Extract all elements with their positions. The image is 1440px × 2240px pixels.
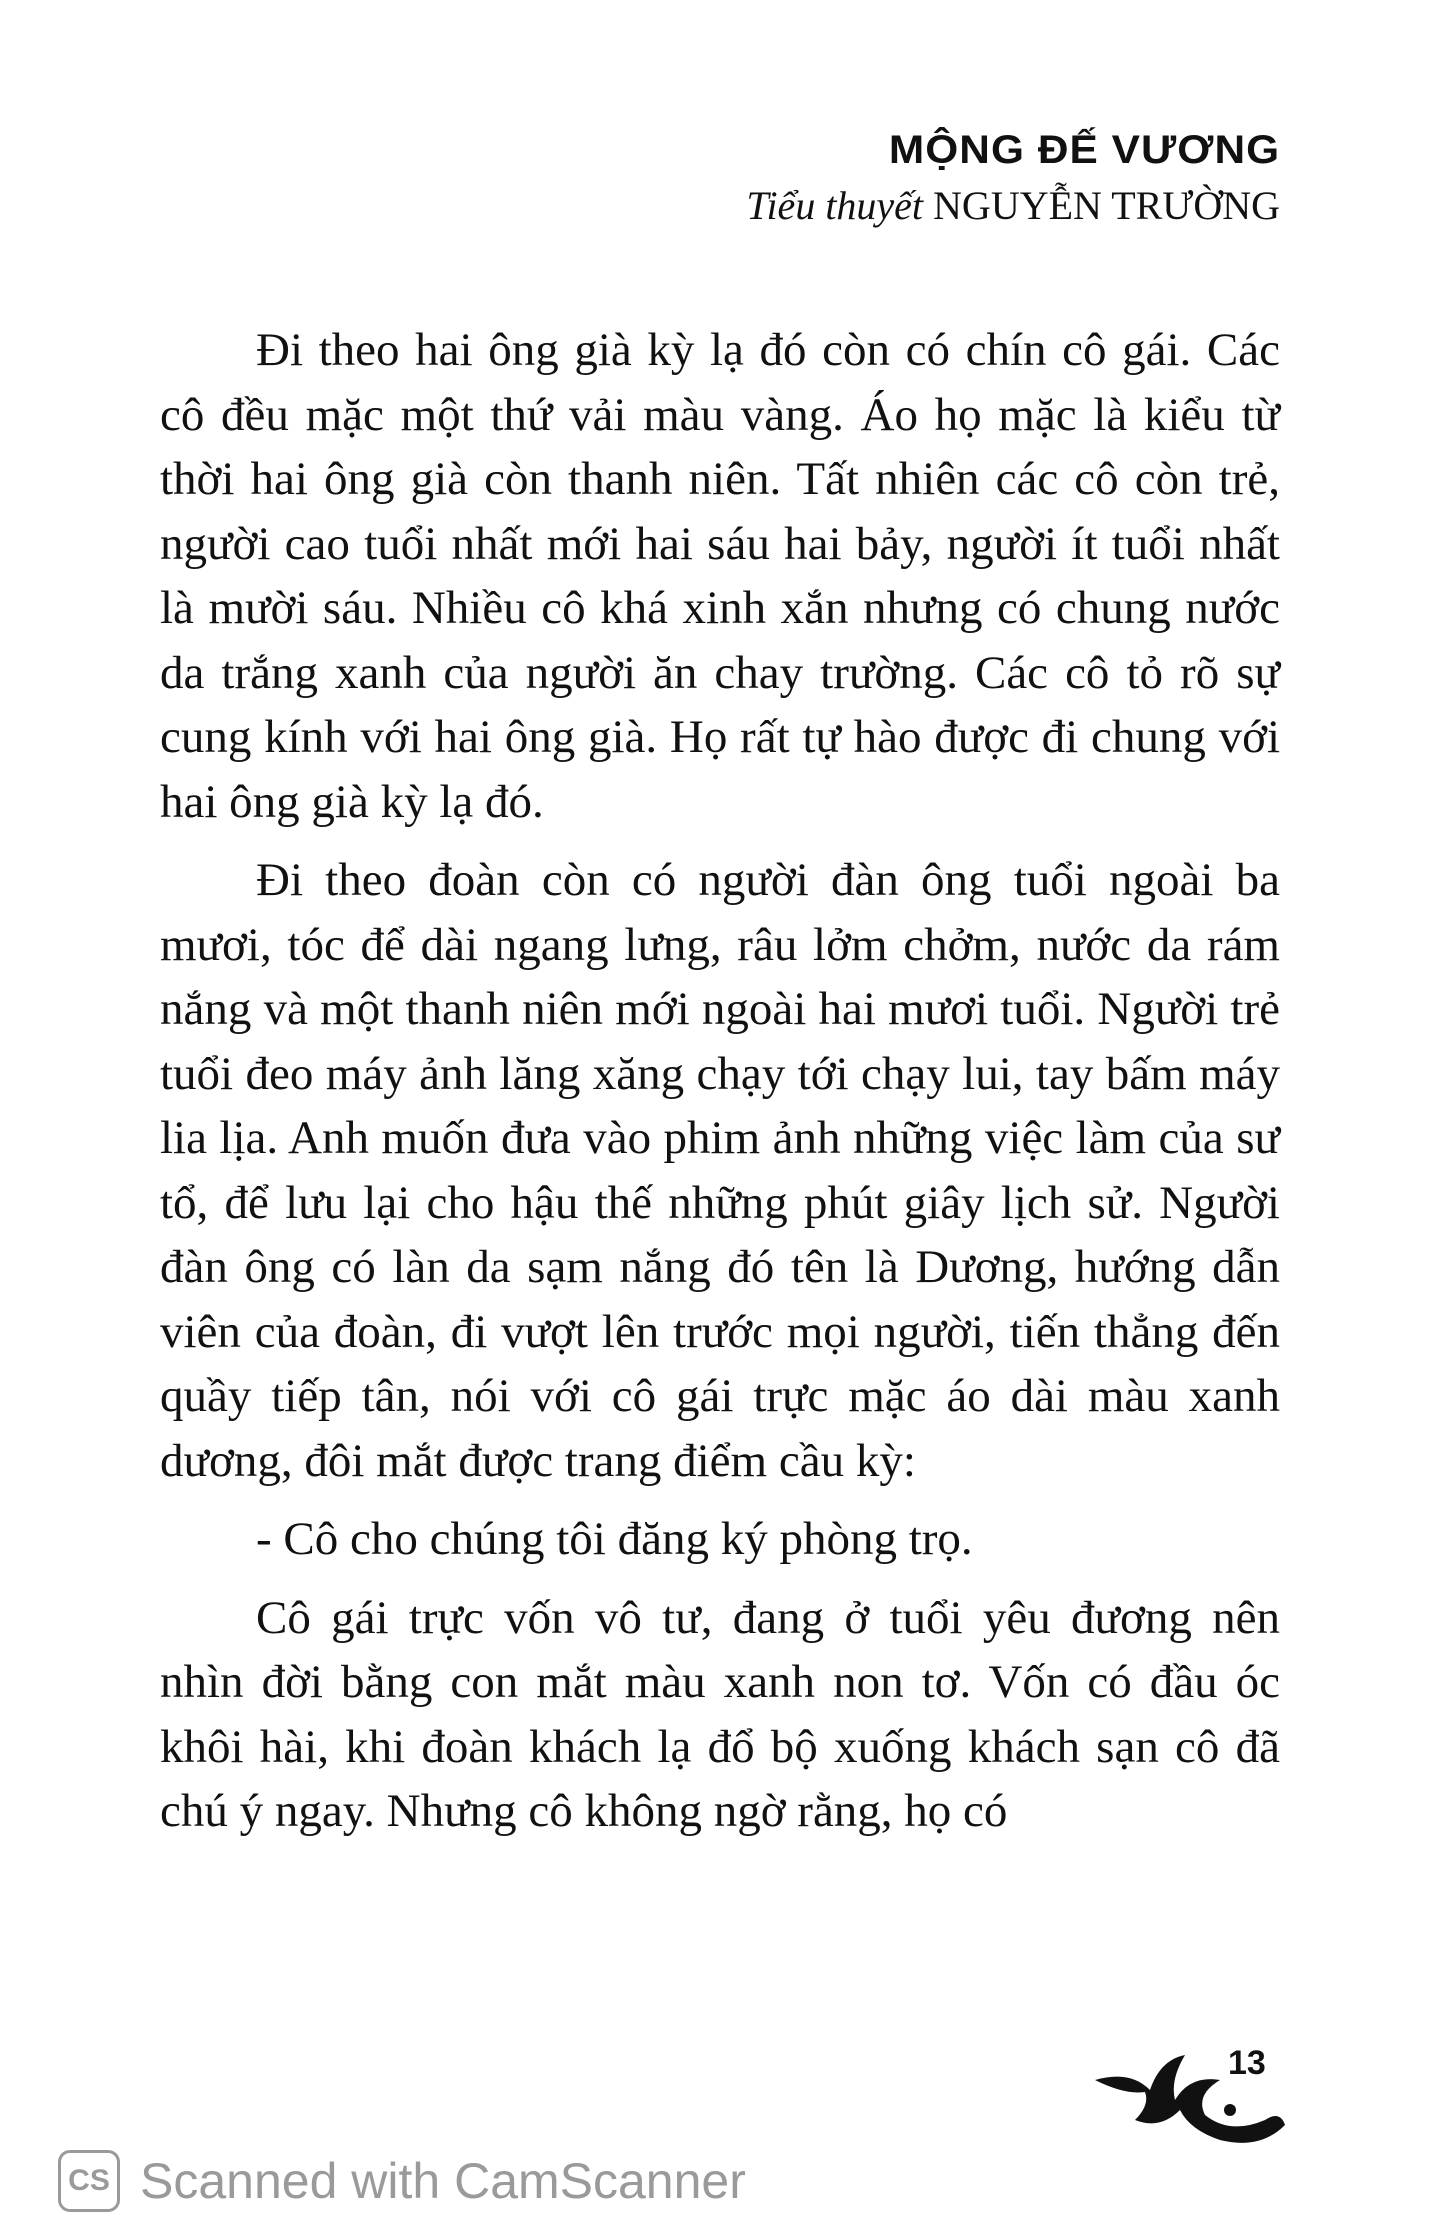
paragraph: Đi theo hai ông già kỳ lạ đó còn có chín cô gái. Các cô đều mặc một thứ vải màu vàng. Áo họ mặc là kiểu từ thời hai ông già còn thanh niên. Tất nhiên các cô còn trẻ, người cao tuổi nhất mới hai sáu hai bảy, người ít tuổi nhất là mười sáu. Nhiều cô khá xinh xắn nhưng có chung nước da trắng xanh của người ăn chay trường. Các cô tỏ rõ sự cung kính với hai ông già. Họ rất tự hào được đi chung với hai ông già kỳ lạ đó. [160,324,1280,828]
author-name: NGUYỄN TRƯỜNG [933,183,1280,228]
paragraph: Đi theo đoàn còn có người đàn ông tuổi ngoài ba mươi, tóc để dài ngang lưng, râu lởm chởm, nước da rám nắng và một thanh niên mới ngoài hai mươi tuổi. Người trẻ tuổi đeo máy ảnh lăng xăng chạy tới chạy lui, tay bấm máy lia lịa. Anh muốn đưa vào phim ảnh những việc làm của sư tổ, để lưu lại cho hậu thế những phút giây lịch sử. Người đàn ông có làn da sạm nắng đó tên là Dương, hướng dẫn viên của đoàn, đi vượt lên trước mọi người, tiến thẳng đến quầy tiếp tân, nói với cô gái trực mặc áo dài màu xanh dương, đôi mắt được trang điểm cầu kỳ: [160,854,1280,1487]
book-subtitle [746,182,1280,229]
page-number: 13 [1228,2044,1266,2082]
scanner-watermark: Scanned with CamScanner [140,2153,746,2209]
dialogue-line: - Cô cho chúng tôi đăng ký phòng trọ. [256,1513,973,1565]
book-series-title: MỘNG ĐẾ VƯƠNG [888,128,1280,172]
genre-label: Tiểu thuyết [746,183,924,228]
paragraph: Cô gái trực vốn vô tư, đang ở tuổi yêu đương nên nhìn đời bằng con mắt màu xanh non tơ. Vốn có đầu óc khôi hài, khi đoàn khách lạ đổ bộ xuống khách sạn cô đã chú ý ngay. Nhưng cô không ngờ rằng, họ có [160,1591,1280,1837]
camscanner-logo-icon: CS [58,2150,120,2212]
page-body [160,318,1280,1858]
